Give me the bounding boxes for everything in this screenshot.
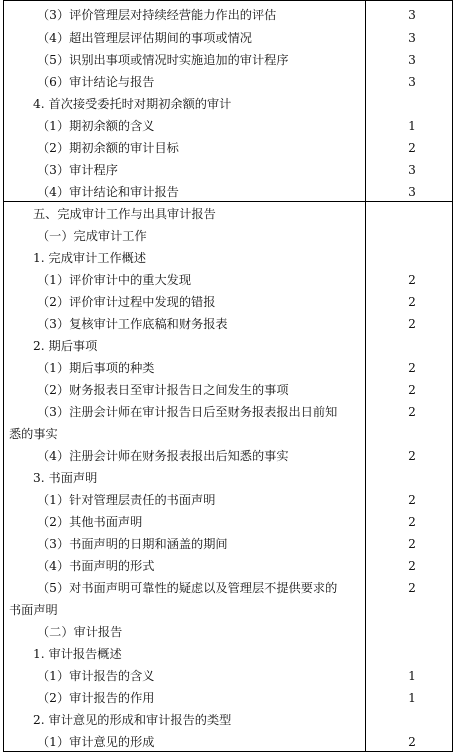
table-row (3, 401, 453, 423)
table-row (3, 687, 453, 709)
row-text: 2. 审计意见的形成和审计报告的类型 (33, 713, 232, 727)
table-row (3, 577, 453, 599)
table-row (3, 731, 453, 753)
table-row (3, 533, 453, 555)
row-text: （1）审计意见的形成 (37, 735, 155, 749)
row-number: 1 (408, 119, 416, 133)
row-text: （3）注册会计师在审计报告日后至财务报表报出日前知 (37, 405, 338, 419)
table-row (3, 247, 453, 269)
table-row (3, 203, 453, 225)
table-row (3, 93, 453, 115)
row-number: 2 (408, 405, 416, 419)
row-number: 3 (408, 8, 416, 22)
row-text: （一）完成审计工作 (37, 229, 147, 243)
row-text: （6）审计结论与报告 (37, 75, 155, 89)
table-row (3, 291, 453, 313)
table-row (3, 181, 453, 203)
row-text: （4）审计结论和审计报告 (37, 185, 179, 199)
row-text: 1. 完成审计工作概述 (33, 251, 147, 265)
table-row (3, 313, 453, 335)
row-text: （4）注册会计师在财务报表报出后知悉的事实 (37, 449, 289, 463)
row-text: （4）超出管理层评估期间的事项或情况 (37, 31, 252, 45)
row-text: （3）审计程序 (37, 163, 118, 177)
table-row (3, 137, 453, 159)
table-row (3, 357, 453, 379)
row-text: （5）对书面声明可靠性的疑虑以及管理层不提供要求的 (37, 581, 338, 595)
row-text: （3）复核审计工作底稿和财务报表 (37, 317, 228, 331)
table-row (3, 27, 453, 49)
row-text: （5）识别出事项或情况时实施追加的审计程序 (37, 53, 289, 67)
row-text: （2）期初余额的审计目标 (37, 141, 179, 155)
row-text: （1）期初余额的含义 (37, 119, 155, 133)
table-row (3, 335, 453, 357)
row-text: （2）审计报告的作用 (37, 691, 155, 705)
table-row (3, 665, 453, 687)
row-number: 2 (408, 317, 416, 331)
row-number: 2 (408, 581, 416, 595)
table-row (3, 225, 453, 247)
row-text: 悉的事实 (9, 427, 58, 441)
row-number: 3 (408, 31, 416, 45)
row-text: 4. 首次接受委托时对期初余额的审计 (33, 97, 232, 111)
row-text: （2）财务报表日至审计报告日之间发生的事项 (37, 383, 289, 397)
row-text: 1. 审计报告概述 (33, 647, 122, 661)
row-number: 2 (408, 449, 416, 463)
row-number: 3 (408, 75, 416, 89)
row-number: 2 (408, 273, 416, 287)
row-number: 2 (408, 537, 416, 551)
row-number: 2 (408, 141, 416, 155)
row-text: 五、完成审计工作与出具审计报告 (33, 207, 216, 221)
table-row (3, 4, 453, 26)
table-row (3, 115, 453, 137)
row-text: 2. 期后事项 (33, 339, 98, 353)
table-row (3, 71, 453, 93)
table-row (3, 709, 453, 731)
table-row (3, 159, 453, 181)
row-text: （二）审计报告 (37, 625, 123, 639)
row-number: 1 (408, 691, 416, 705)
row-number: 2 (408, 493, 416, 507)
row-number: 2 (408, 559, 416, 573)
table-row (3, 379, 453, 401)
table-row (3, 643, 453, 665)
table-row (3, 423, 453, 445)
row-text: （1）期后事项的种类 (37, 361, 155, 375)
row-text: （3）评价管理层对持续经营能力作出的评估 (37, 8, 277, 22)
row-number: 2 (408, 735, 416, 749)
table-row (3, 555, 453, 577)
row-text: （1）针对管理层责任的书面声明 (37, 493, 216, 507)
row-number: 2 (408, 295, 416, 309)
row-number: 3 (408, 185, 416, 199)
row-text: 3. 书面声明 (33, 471, 98, 485)
table-row (3, 269, 453, 291)
row-text: （1）审计报告的含义 (37, 669, 155, 683)
table-row (3, 621, 453, 643)
table-row (3, 489, 453, 511)
row-text: 书面声明 (9, 603, 58, 617)
row-text: （2）其他书面声明 (37, 515, 143, 529)
table-row (3, 511, 453, 533)
row-text: （3）书面声明的日期和涵盖的期间 (37, 537, 228, 551)
row-text: （1）评价审计中的重大发现 (37, 273, 192, 287)
row-text: （4）书面声明的形式 (37, 559, 155, 573)
row-number: 2 (408, 383, 416, 397)
row-text: （2）评价审计过程中发现的错报 (37, 295, 216, 309)
table-row (3, 467, 453, 489)
row-number: 3 (408, 53, 416, 67)
syllabus-table (3, 0, 453, 752)
row-number: 3 (408, 163, 416, 177)
row-number: 2 (408, 361, 416, 375)
table-row (3, 49, 453, 71)
table-row (3, 445, 453, 467)
row-number: 2 (408, 515, 416, 529)
row-number: 1 (408, 669, 416, 683)
table-row (3, 599, 453, 621)
